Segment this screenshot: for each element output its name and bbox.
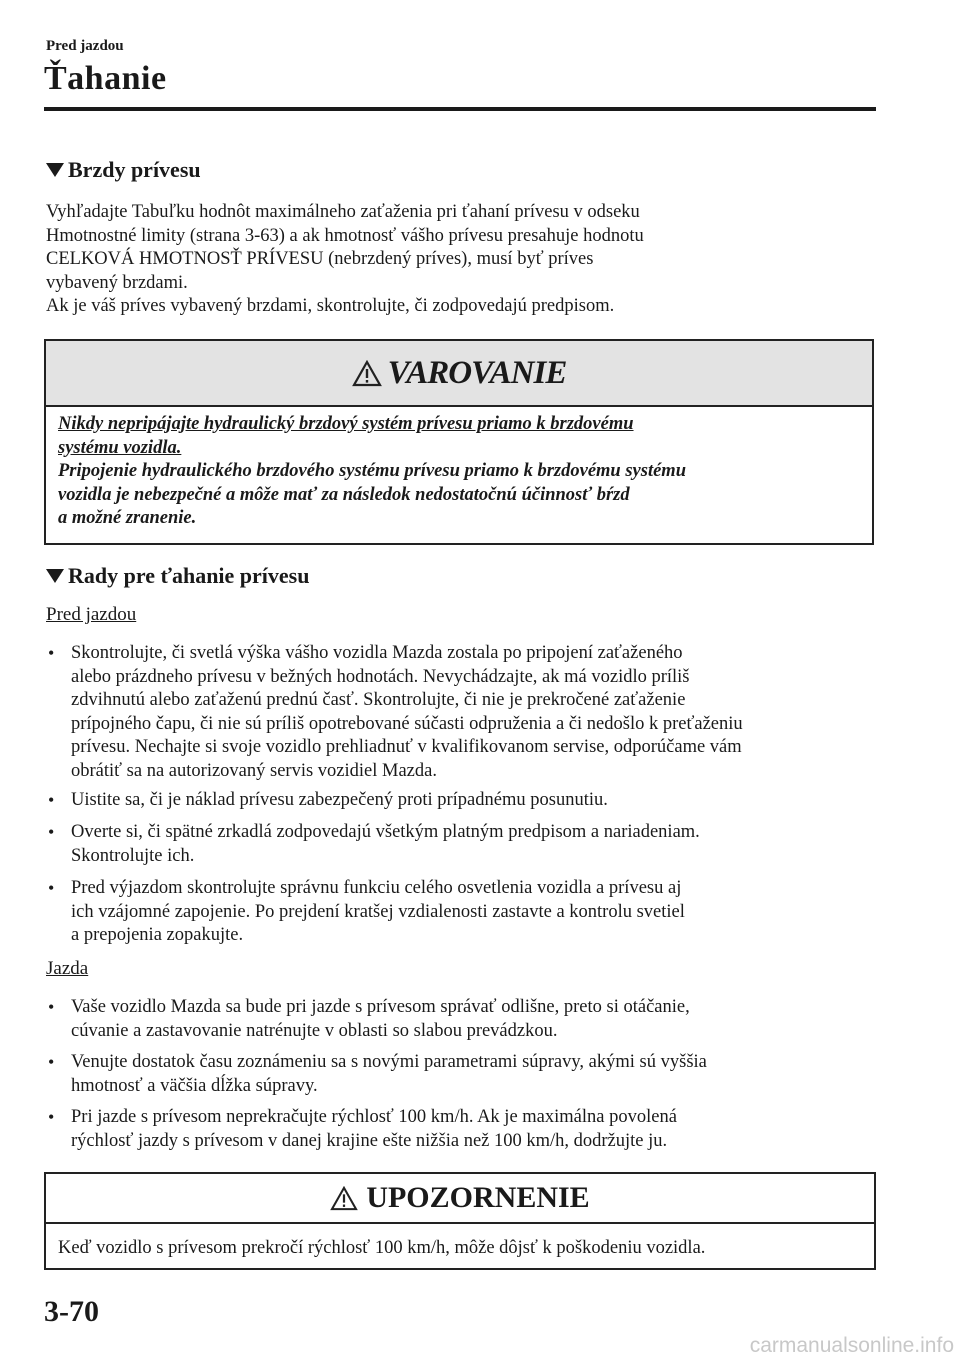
list-item [46, 642, 876, 783]
bullet-dot-icon: • [48, 878, 55, 898]
list-item [46, 877, 876, 948]
list-item [46, 1106, 876, 1153]
bullet-dot-icon: • [48, 643, 55, 663]
bullet-dot-icon: • [48, 790, 55, 810]
list-line: Skontrolujte, či svetlá výška vášho vozidla Mazda zostala po pripojení zaťaženého [71, 643, 683, 663]
warning-title: VAROVANIE [387, 354, 567, 391]
warning-line: systému vozidla. [58, 437, 182, 458]
list-line: Pred výjazdom skontrolujte správnu funkciu celého osvetlenia vozidla a prívesu aj [71, 878, 682, 898]
list-line: Venujte dostatok času zoznámeniu sa s novými parametrami súpravy, akými sú vyššia [71, 1052, 707, 1072]
bullet-dot-icon: • [48, 997, 55, 1017]
bullet-dot-icon: • [48, 1107, 55, 1127]
list-item [46, 996, 876, 1043]
warning-box [44, 339, 874, 545]
list-line: rýchlosť jazdy s prívesom v danej krajine ešte nižšia než 100 km/h, dodržujte ju. [71, 1130, 668, 1151]
list-line: Uistite sa, či je náklad prívesu zabezpečený proti prípadnému posunutiu. [71, 790, 608, 810]
paragraph-line: vybavený brzdami. [46, 272, 188, 293]
caution-header [46, 1174, 874, 1224]
heading-brakes [46, 157, 201, 183]
warning-line: a možné zranenie. [58, 508, 197, 528]
heading-tips [46, 563, 309, 589]
page-title: Ťahanie [44, 60, 167, 97]
caution-text: Keď vozidlo s prívesom prekročí rýchlosť 100 km/h, môže dôjsť k poškodeniu vozidla. [58, 1238, 706, 1258]
list-line: obrátiť sa na autorizovaný servis vozidiel Mazda. [71, 760, 437, 781]
warning-line: vozidla je nebezpečné a môže mať za následok nedostatočnú účinnosť bŕzd [58, 484, 630, 505]
warning-body [46, 407, 872, 531]
caution-title: UPOZORNENIE [366, 1181, 590, 1214]
list-line: Skontrolujte ich. [71, 845, 195, 866]
heading-brakes-text: Brzdy prívesu [68, 157, 201, 182]
list-line: prípojného čapu, či nie sú príliš opotrebované súčasti odpruženia a či nedošlo k preťaženiu [71, 713, 743, 734]
list-line: ich vzájomné zapojenie. Po prejdení kratšej vzdialenosti zastavte a kontrolu svetiel [71, 901, 685, 922]
subheading-driving: Jazda [46, 958, 89, 979]
heading-tips-text: Rady pre ťahanie prívesu [68, 563, 310, 588]
running-header: Pred jazdou [46, 38, 124, 54]
list-item [46, 1051, 876, 1098]
bullet-dot-icon: • [48, 822, 55, 842]
watermark: carmanualsonline.info [749, 1334, 954, 1357]
warning-triangle-icon [352, 360, 382, 387]
brakes-paragraph [46, 201, 876, 319]
header-rule [44, 107, 876, 111]
caution-triangle-icon [330, 1186, 358, 1211]
list-item [46, 821, 876, 868]
list-item [46, 789, 876, 813]
warning-header [46, 341, 872, 407]
list-line: alebo prázdneho prívesu v bežných hodnotách. Nevychádzajte, ak má vozidlo príliš [71, 666, 690, 687]
list-line: Overte si, či spätné zrkadlá zodpovedajú všetkým platným predpisom a nariadeniam. [71, 822, 700, 842]
list-line: a prepojenia zopakujte. [71, 925, 244, 945]
subheading-before-driving: Pred jazdou [46, 604, 137, 625]
caution-box [44, 1172, 876, 1270]
list-line: zdvihnutú alebo zaťaženú prednú časť. Skontrolujte, či nie je prekročené zaťaženie [71, 690, 686, 710]
paragraph-line: Vyhľadajte Tabuľku hodnôt maximálneho zaťaženia pri ťahaní prívesu v odseku [46, 202, 640, 222]
list-line: cúvanie a zastavovanie natrénujte v oblasti so slabou prevádzkou. [71, 1020, 558, 1041]
page-number: 3-70 [44, 1295, 99, 1328]
paragraph-line: CELKOVÁ HMOTNOSŤ PRÍVESU (nebrzdený príves), musí byť príves [46, 249, 594, 269]
list-line: Pri jazde s prívesom neprekračujte rýchlosť 100 km/h. Ak je maximálna povolená [71, 1107, 677, 1127]
triangle-bullet-icon [46, 163, 64, 177]
list-line: prívesu. Nechajte si svoje vozidlo prehliadnuť v kvalifikovanom servise, odporúčame vám [71, 737, 742, 757]
warning-line: Pripojenie hydraulického brzdového systému prívesu priamo k brzdovému systému [58, 461, 686, 481]
list-line: hmotnosť a väčšia dĺžka súpravy. [71, 1075, 318, 1096]
list-line: Vaše vozidlo Mazda sa bude pri jazde s prívesom správať odlišne, preto si otáčanie, [71, 997, 690, 1017]
bullet-dot-icon: • [48, 1052, 55, 1072]
paragraph-line: Ak je váš príves vybavený brzdami, skontrolujte, či zodpovedajú predpisom. [46, 296, 615, 316]
warning-line: Nikdy nepripájajte hydraulický brzdový systém prívesu priamo k brzdovému [58, 414, 634, 434]
paragraph-line: Hmotnostné limity (strana 3-63) a ak hmotnosť vášho prívesu presahuje hodnotu [46, 225, 644, 246]
triangle-bullet-icon [46, 569, 64, 583]
